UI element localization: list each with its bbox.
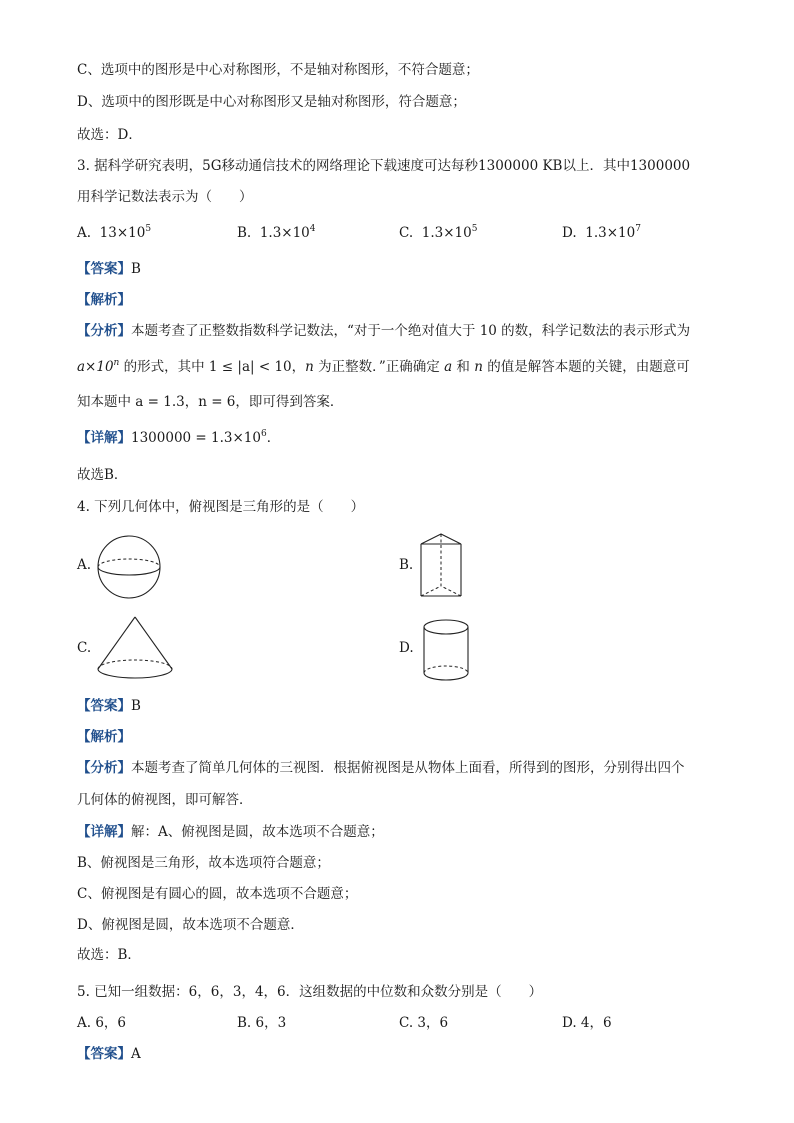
- q5-answer: [77, 1044, 141, 1064]
- q3-stem-line-1: 3. 据科学研究表明，5G移动通信技术的网络理论下载速度可达每秒1300000 KB以上．其中1300000: [77, 158, 691, 174]
- answer-tag: 【答案】: [77, 1046, 131, 1062]
- prev-choose: 故选：D．: [77, 127, 142, 143]
- q3-option-d: D. $1.3\times 10^7$: [562, 224, 641, 241]
- q3-xiangjie: 【详解】$1300000 = 1.3\times 10^6$．: [77, 429, 281, 446]
- q5-options: [77, 1013, 717, 1035]
- q3-fenxi-line-3: 知本题中 a = 1.3，n = 6，即可得到答案．: [77, 394, 344, 410]
- q5-stem: 5. 已知一组数据：6，6，3，4，6．这组数据的中位数和众数分别是（ ）: [77, 984, 543, 1000]
- q4-stem: 4. 下列几何体中，俯视图是三角形的是（ ）: [77, 499, 365, 515]
- q4-choose: 故选：B．: [77, 947, 141, 963]
- q3-fenxi-line-2: $a\times 10^n$ 的形式，其中 1 ≤ |a| < 10，n 为正整数．”正确确定 a 和 n 的值是解答本题的关键，由题意可: [77, 358, 690, 375]
- q4-label-b: B.: [399, 557, 414, 573]
- q4-answer: [77, 696, 141, 716]
- q4-fenxi-line-1: 【分析】本题考查了简单几何体的三视图．根据俯视图是从物体上面看，所得到的图形，分别得出四个: [77, 760, 685, 776]
- q3-option-a: A. $13\times 10^5$: [77, 224, 152, 241]
- q4-fenxi-line-2: 几何体的俯视图，即可解答．: [77, 792, 253, 808]
- answer-tag: 【答案】: [77, 698, 131, 714]
- q4-label-c: C.: [77, 640, 92, 656]
- cylinder-figure: [422, 618, 472, 682]
- answer-value: A: [131, 1046, 141, 1062]
- q5-option-a: A. 6，6: [77, 1015, 127, 1031]
- triangular-prism-figure: [417, 532, 473, 600]
- q3-analysis-heading: 【解析】: [77, 292, 131, 308]
- q5-option-d: D. 4，6: [562, 1015, 612, 1031]
- answer-tag: 【答案】: [77, 261, 131, 277]
- answer-value: B: [131, 261, 141, 277]
- q5-option-b: B. 6，3: [237, 1015, 287, 1031]
- cone-figure: [95, 615, 179, 681]
- answer-value: B: [131, 698, 141, 714]
- q3-answer: [77, 259, 141, 279]
- q3-fenxi-line-1: 【分析】本题考查了正整数指数科学记数法，“对于一个绝对值大于 10 的数，科学记数法的表示形式为: [77, 323, 691, 339]
- q4-line-b: B、俯视图是三角形，故本选项符合题意；: [77, 855, 330, 871]
- q3-option-c: C. $1.3\times 10^5$: [399, 224, 478, 241]
- q4-label-a: A.: [77, 557, 92, 573]
- q4-line-c: C、俯视图是有圆心的圆，故本选项不合题意；: [77, 886, 358, 902]
- q4-xiangjie: 【详解】解：A、俯视图是圆，故本选项不合题意；: [77, 824, 384, 840]
- q3-options: [77, 223, 717, 245]
- q3-choose: 故选B．: [77, 467, 128, 483]
- prev-option-d-explanation: D、选项中的图形既是中心对称图形又是轴对称图形，符合题意；: [77, 94, 466, 110]
- q4-line-d: D、俯视图是圆，故本选项不合题意．: [77, 917, 304, 933]
- q5-option-c: C. 3，6: [399, 1015, 449, 1031]
- q3-stem-line-2: 用科学记数法表示为（ ）: [77, 189, 253, 205]
- q3-option-b: B. $1.3\times 10^4$: [237, 224, 316, 241]
- q4-label-d: D.: [399, 640, 414, 656]
- q4-analysis-heading: 【解析】: [77, 729, 131, 745]
- sphere-figure: [95, 535, 165, 600]
- prev-option-c-explanation: C、选项中的图形是中心对称图形，不是轴对称图形，不符合题意；: [77, 62, 479, 78]
